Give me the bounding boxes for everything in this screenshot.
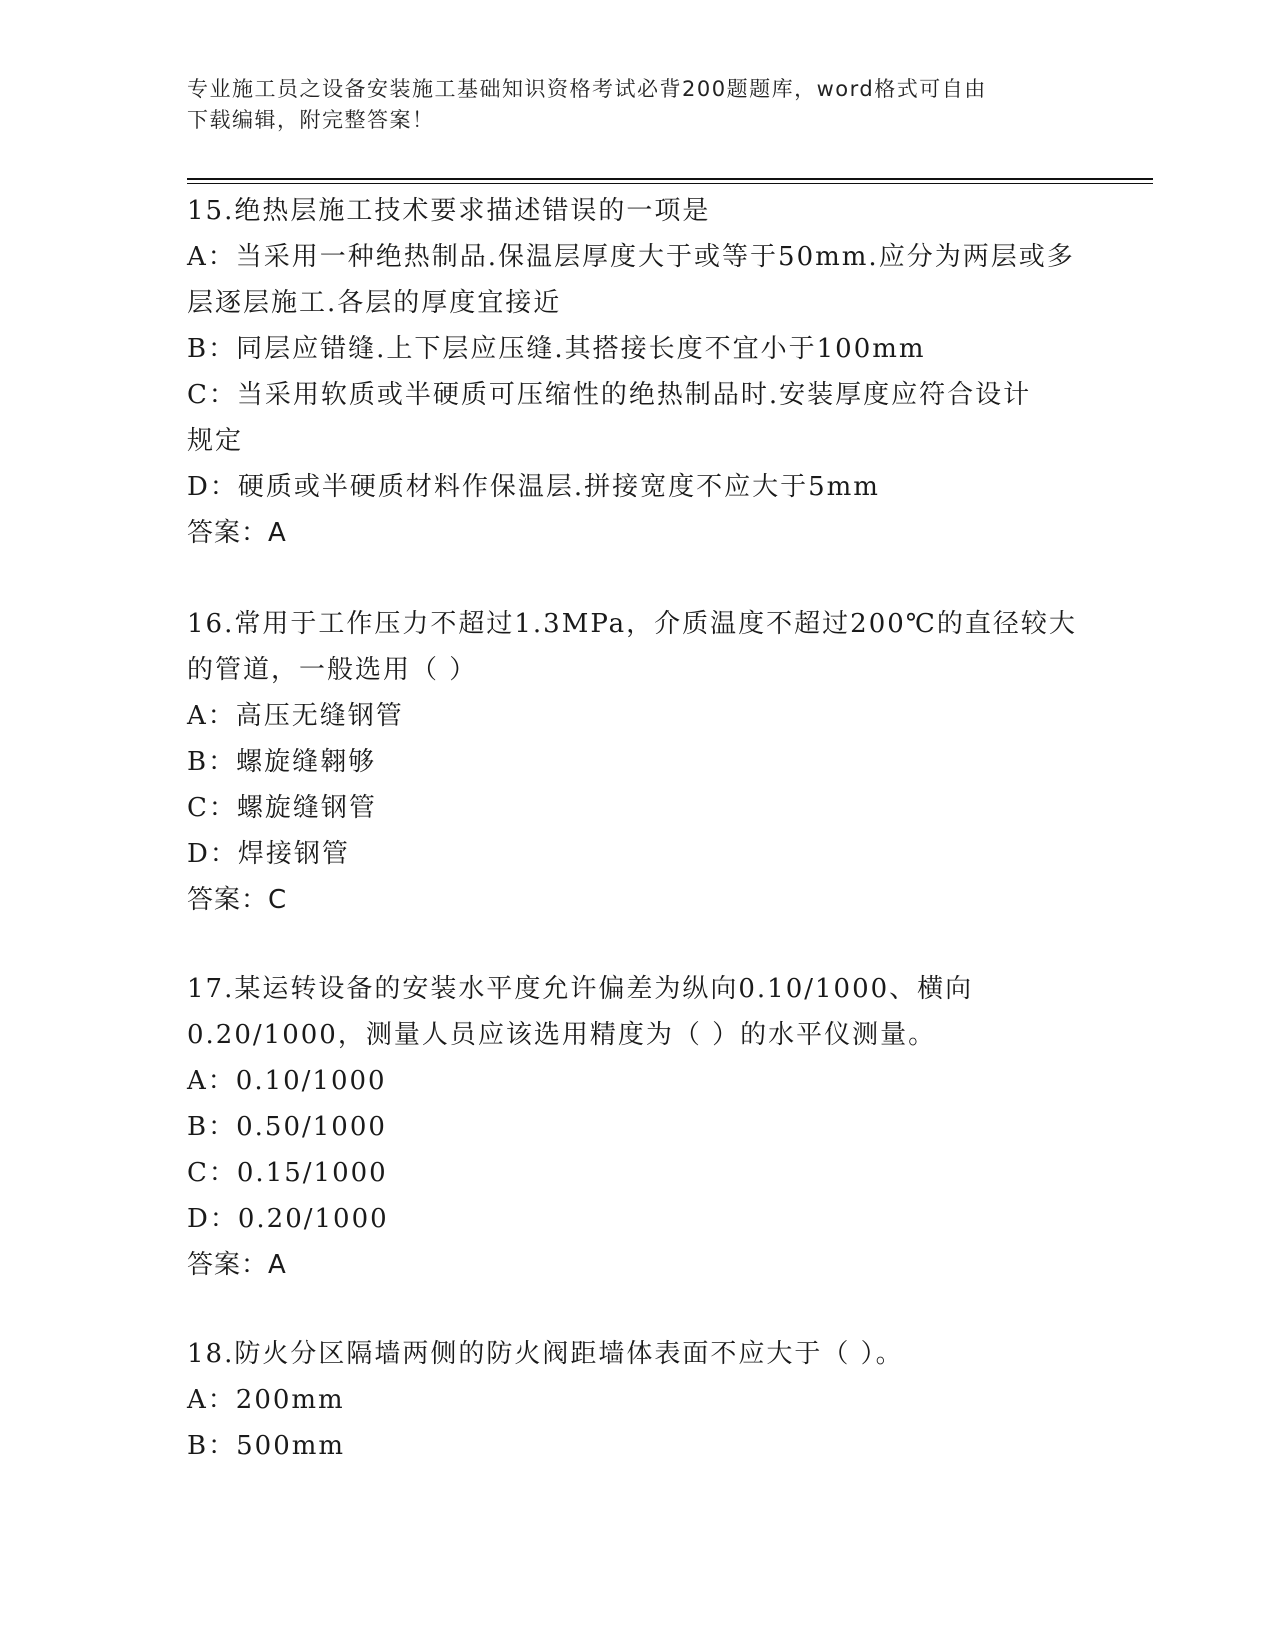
answer-label: 答案：C <box>187 885 288 915</box>
option-d: D：焊接钢管 <box>187 839 350 869</box>
option-a-line-2: 层逐层施工.各层的厚度宜接近 <box>187 288 562 318</box>
question-stem-line-1: 16.常用于工作压力不超过1.3MPa，介质温度不超过200℃的直径较大 <box>187 609 1077 639</box>
option-b: B：500mm <box>187 1431 346 1461</box>
header-line-1: 专业施工员之设备安装施工基础知识资格考试必背200题题库，word格式可自由 <box>187 77 987 101</box>
option-a-line-1: A：当采用一种绝热制品.保温层厚度大于或等于50mm.应分为两层或多 <box>187 242 1075 272</box>
option-a: A：高压无缝钢管 <box>187 701 404 731</box>
option-d: D：0.20/1000 <box>187 1204 389 1234</box>
option-b: B：同层应错缝.上下层应压缝.其搭接长度不宜小于100mm <box>187 334 926 364</box>
question-15 <box>187 188 1087 556</box>
option-d: D：硬质或半硬质材料作保温层.拼接宽度不应大于5mm <box>187 472 880 502</box>
question-stem: 18.防火分区隔墙两侧的防火阀距墙体表面不应大于（ ）。 <box>187 1339 904 1369</box>
question-18 <box>187 1331 1087 1469</box>
option-b: B：0.50/1000 <box>187 1112 387 1142</box>
answer-label: 答案：A <box>187 1250 287 1280</box>
question-stem-line-1: 17.某运转设备的安装水平度允许偏差为纵向0.10/1000、横向 <box>187 974 974 1004</box>
answer-label: 答案：A <box>187 518 287 548</box>
header-line-2: 下载编辑，附完整答案！ <box>187 108 435 132</box>
header-divider-thin <box>187 183 1153 184</box>
option-b: B：螺旋缝翱够 <box>187 747 377 777</box>
question-stem-line-2: 0.20/1000，测量人员应该选用精度为（ ）的水平仪测量。 <box>187 1020 937 1050</box>
question-17 <box>187 966 1087 1288</box>
option-a: A：200mm <box>187 1385 345 1415</box>
option-c: C：螺旋缝钢管 <box>187 793 377 823</box>
question-16 <box>187 601 1087 923</box>
document-header <box>187 74 1087 136</box>
option-a: A：0.10/1000 <box>187 1066 387 1096</box>
option-c-line-2: 规定 <box>187 426 244 456</box>
header-divider-thick <box>187 178 1153 180</box>
question-stem: 15.绝热层施工技术要求描述错误的一项是 <box>187 196 711 226</box>
option-c-line-1: C：当采用软质或半硬质可压缩性的绝热制品时.安装厚度应符合设计 <box>187 380 1032 410</box>
option-c: C：0.15/1000 <box>187 1158 388 1188</box>
question-stem-line-2: 的管道，一般选用（ ） <box>187 655 478 685</box>
